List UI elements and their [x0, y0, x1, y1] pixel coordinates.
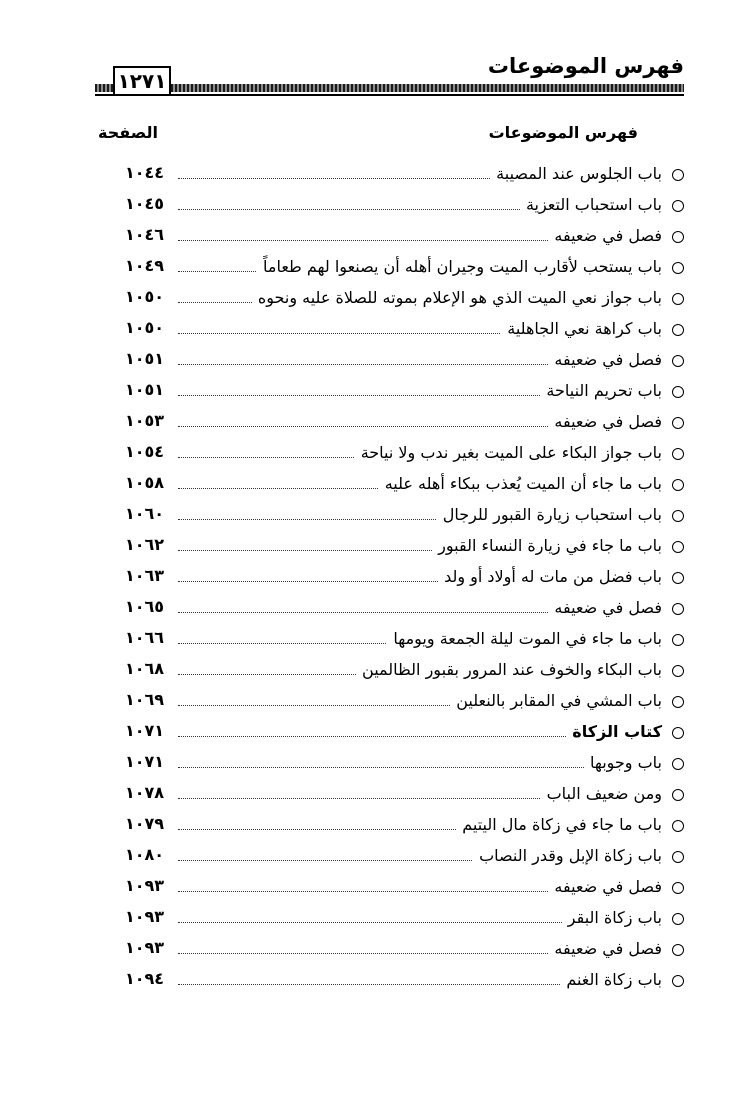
circle-bullet-icon	[672, 200, 684, 212]
toc-entry	[112, 377, 684, 408]
circle-bullet-icon	[672, 727, 684, 739]
toc-entry	[112, 532, 684, 563]
header-rule	[95, 94, 684, 96]
circle-bullet-icon	[672, 913, 684, 925]
toc-entry-page: ١٠٦٥	[124, 597, 164, 616]
toc-column-page: الصفحة	[98, 123, 159, 142]
circle-bullet-icon	[672, 293, 684, 305]
toc-entry-page: ١٠٦٩	[124, 690, 164, 709]
toc-entry-title: فصل في ضعيفه	[548, 877, 662, 896]
toc-entry-page: ١٠٧١	[124, 752, 164, 771]
toc-entry-page: ١٠٤٦	[124, 225, 164, 244]
toc-entry	[112, 656, 684, 687]
toc-entry-page: ١٠٦٣	[124, 566, 164, 585]
toc-entry	[112, 811, 684, 842]
toc-entry-page: ١٠٤٥	[124, 194, 164, 213]
toc-entry-title: باب جواز البكاء على الميت بغير ندب ولا نياحة	[355, 443, 662, 462]
toc-entry-page: ١٠٦٨	[124, 659, 164, 678]
toc-entry-title: باب ما جاء أن الميت يُعذب ببكاء أهله عليه	[379, 474, 662, 493]
toc-entry-page: ١٠٥٣	[124, 411, 164, 430]
toc-entry-title: باب يستحب لأقارب الميت وجيران أهله أن يصنعوا لهم طعاماً	[257, 257, 662, 276]
toc-entry-title: ومن ضعيف الباب	[541, 784, 662, 803]
circle-bullet-icon	[672, 882, 684, 894]
toc-entry-page: ١٠٥١	[124, 380, 164, 399]
toc-entry	[112, 160, 684, 191]
toc-entry-title: فصل في ضعيفه	[548, 226, 662, 245]
circle-bullet-icon	[672, 355, 684, 367]
toc-entry-title: فصل في ضعيفه	[548, 350, 662, 369]
circle-bullet-icon	[672, 262, 684, 274]
toc-entry-page: ١٠٥١	[124, 349, 164, 368]
toc-entry-page: ١٠٩٣	[124, 876, 164, 895]
toc-entry	[112, 625, 684, 656]
toc-entry	[112, 501, 684, 532]
circle-bullet-icon	[672, 510, 684, 522]
toc-entry-page: ١٠٧١	[124, 721, 164, 740]
toc-entry-page: ١٠٥٠	[124, 318, 164, 337]
toc-entry	[112, 470, 684, 501]
toc-entry	[112, 687, 684, 718]
toc-entry-page: ١٠٨٠	[124, 845, 164, 864]
toc-entry-title: فصل في ضعيفه	[548, 598, 662, 617]
toc-entry	[112, 873, 684, 904]
circle-bullet-icon	[672, 448, 684, 460]
toc-entry	[112, 315, 684, 346]
circle-bullet-icon	[672, 696, 684, 708]
dot-leader	[178, 767, 654, 768]
toc-entry-page: ١٠٥٤	[124, 442, 164, 461]
circle-bullet-icon	[672, 634, 684, 646]
circle-bullet-icon	[672, 324, 684, 336]
toc-entry-page: ١٠٧٩	[124, 814, 164, 833]
circle-bullet-icon	[672, 572, 684, 584]
toc-entry-page: ١٠٥٨	[124, 473, 164, 492]
circle-bullet-icon	[672, 665, 684, 677]
circle-bullet-icon	[672, 169, 684, 181]
toc-entry	[112, 594, 684, 625]
circle-bullet-icon	[672, 386, 684, 398]
toc-entry-title: باب البكاء والخوف عند المرور بقبور الظالمين	[356, 660, 662, 679]
toc-entry	[112, 718, 684, 749]
toc-entry-title: فصل في ضعيفه	[548, 939, 662, 958]
toc-entry-page: ١٠٩٣	[124, 938, 164, 957]
toc-entry-page: ١٠٩٣	[124, 907, 164, 926]
toc-entry-title: باب الجلوس عند المصيبة	[490, 164, 662, 183]
toc-entry-title: باب استحباب التعزية	[520, 195, 662, 214]
toc-entry-title: باب زكاة البقر	[562, 908, 662, 927]
toc-entry-title: باب وجوبها	[584, 753, 662, 772]
toc-entry-title: باب ما جاء في الموت ليلة الجمعة ويومها	[387, 629, 662, 648]
toc-entry-title: باب ما جاء في زيارة النساء القبور	[432, 536, 662, 555]
circle-bullet-icon	[672, 851, 684, 863]
toc-entry-title: كتاب الزكاة	[566, 722, 662, 741]
toc-column-title: فهرس الموضوعات	[488, 123, 638, 142]
toc-list	[112, 160, 684, 997]
header-decorative-band	[95, 84, 684, 92]
toc-entry-title: باب ما جاء في زكاة مال اليتيم	[456, 815, 662, 834]
toc-entry-title: باب فضل من مات له أولاد أو ولد	[438, 567, 662, 586]
circle-bullet-icon	[672, 758, 684, 770]
circle-bullet-icon	[672, 789, 684, 801]
toc-entry-title: فصل في ضعيفه	[548, 412, 662, 431]
toc-entry-title: باب تحريم النياحة	[540, 381, 662, 400]
toc-entry	[112, 284, 684, 315]
toc-entry	[112, 253, 684, 284]
toc-entry-page: ١٠٧٨	[124, 783, 164, 802]
circle-bullet-icon	[672, 820, 684, 832]
circle-bullet-icon	[672, 944, 684, 956]
toc-entry-title: باب زكاة الغنم	[560, 970, 662, 989]
toc-entry-title: باب زكاة الإبل وقدر النصاب	[473, 846, 662, 865]
toc-entry-page: ١٠٤٤	[124, 163, 164, 182]
toc-entry-page: ١٠٦٠	[124, 504, 164, 523]
toc-entry	[112, 222, 684, 253]
toc-entry	[112, 408, 684, 439]
toc-entry-page: ١٠٩٤	[124, 969, 164, 988]
toc-entry	[112, 439, 684, 470]
circle-bullet-icon	[672, 231, 684, 243]
toc-entry-page: ١٠٤٩	[124, 256, 164, 275]
toc-entry	[112, 191, 684, 222]
toc-entry	[112, 935, 684, 966]
toc-entry-title: باب كراهة نعي الجاهلية	[501, 319, 662, 338]
toc-entry	[112, 563, 684, 594]
toc-entry	[112, 749, 684, 780]
toc-entry	[112, 346, 684, 377]
circle-bullet-icon	[672, 603, 684, 615]
toc-entry-page: ١٠٦٦	[124, 628, 164, 647]
toc-entry	[112, 904, 684, 935]
toc-entry-title: باب جواز نعي الميت الذي هو الإعلام بموته للصلاة عليه ونحوه	[252, 288, 662, 307]
toc-entry-page: ١٠٦٢	[124, 535, 164, 554]
running-title: فهرس الموضوعات	[487, 54, 684, 78]
toc-entry-page: ١٠٥٠	[124, 287, 164, 306]
toc-entry	[112, 842, 684, 873]
circle-bullet-icon	[672, 975, 684, 987]
page-number: ١٢٧١	[113, 66, 171, 96]
toc-entry-title: باب استحباب زيارة القبور للرجال	[437, 505, 662, 524]
toc-entry	[112, 780, 684, 811]
running-header	[95, 54, 684, 96]
toc-entry	[112, 966, 684, 997]
circle-bullet-icon	[672, 541, 684, 553]
circle-bullet-icon	[672, 479, 684, 491]
circle-bullet-icon	[672, 417, 684, 429]
toc-entry-title: باب المشي في المقابر بالنعلين	[450, 691, 662, 710]
